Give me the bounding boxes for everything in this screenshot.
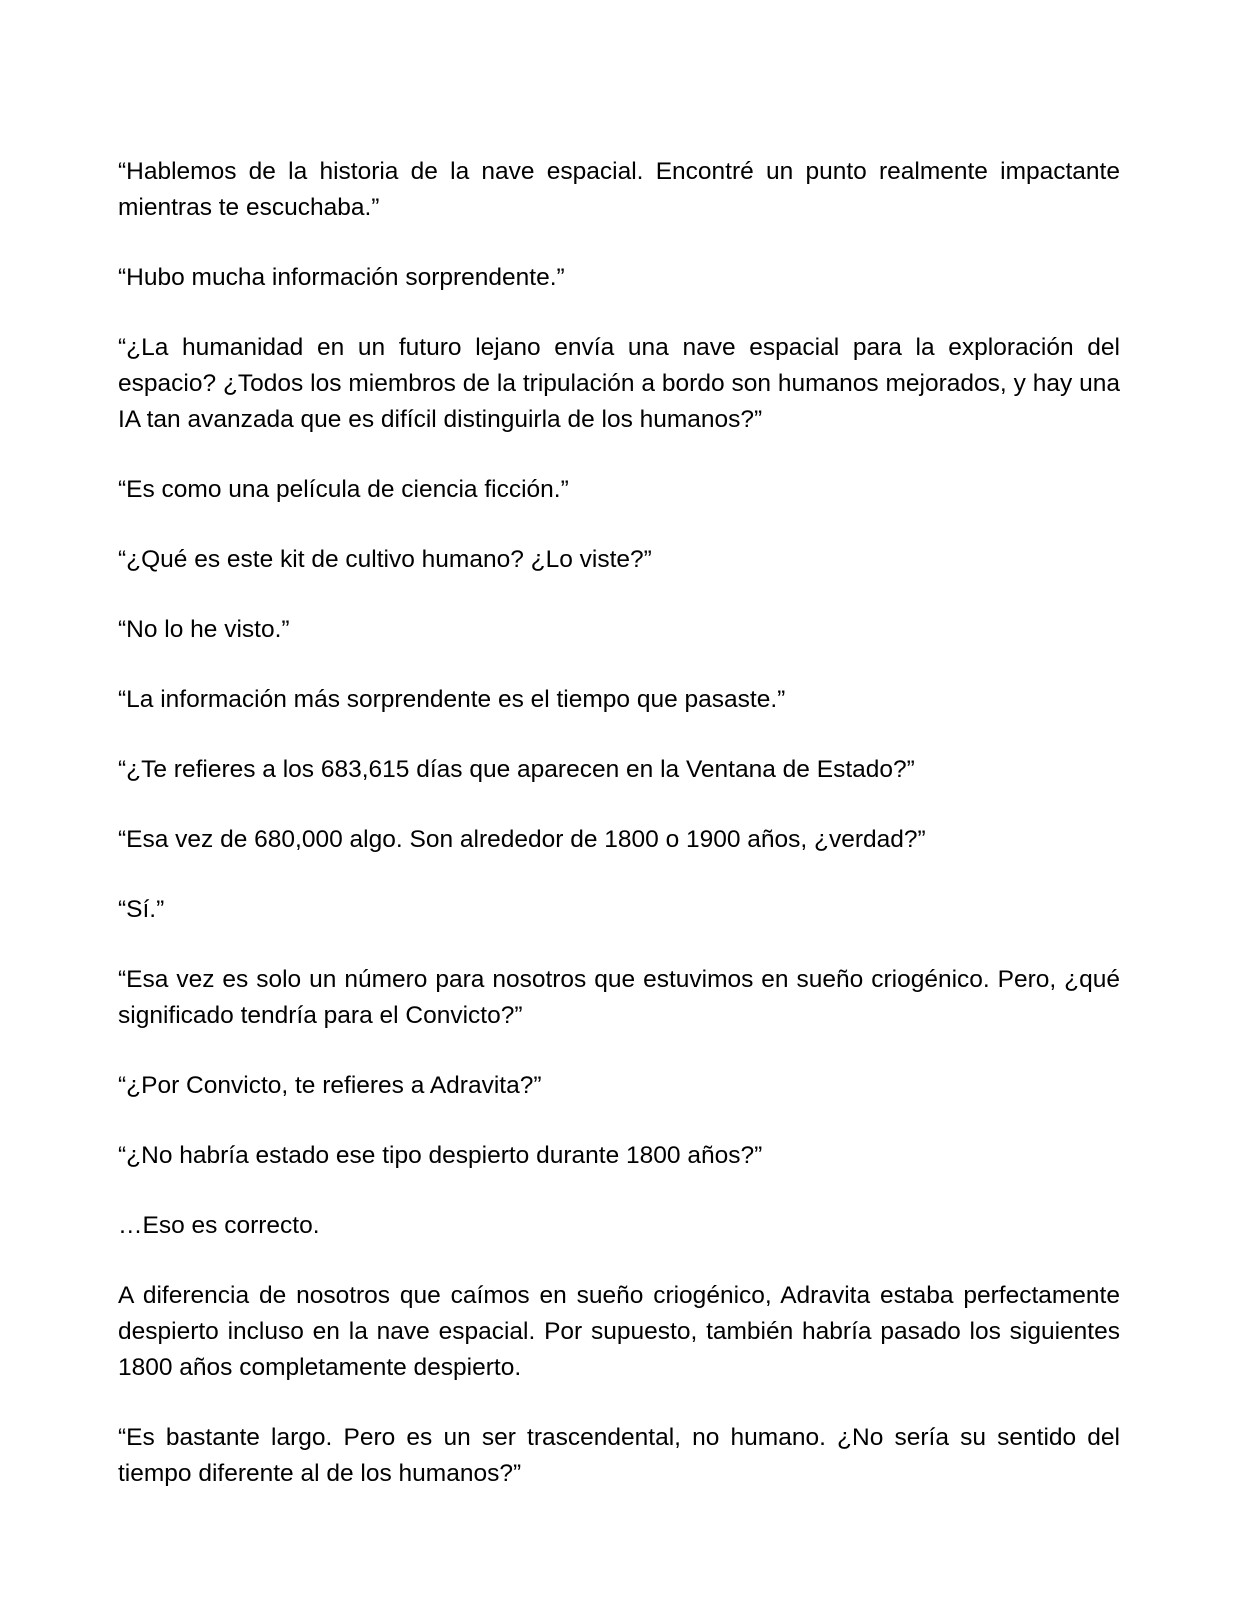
paragraph: “No lo he visto.” (118, 616, 290, 643)
paragraph: “Hablemos de la historia de la nave espacial. Encontré un punto realmente impactante mientras te escuchaba.” (118, 158, 1120, 221)
paragraph: “¿No habría estado ese tipo despierto durante 1800 años?” (118, 1142, 763, 1169)
paragraph: “Hubo mucha información sorprendente.” (118, 264, 565, 291)
paragraph: …Eso es correcto. (118, 1212, 320, 1239)
paragraph: “¿Por Convicto, te refieres a Adravita?” (118, 1072, 542, 1099)
paragraph: “La información más sorprendente es el tiempo que pasaste.” (118, 686, 786, 713)
paragraph: “¿Qué es este kit de cultivo humano? ¿Lo viste?” (118, 546, 652, 573)
paragraph: “Es bastante largo. Pero es un ser trascendental, no humano. ¿No sería su sentido del tiempo diferente al de los humanos?” (118, 1424, 1120, 1487)
paragraph: “¿Te refieres a los 683,615 días que aparecen en la Ventana de Estado?” (118, 756, 915, 783)
document-body (118, 154, 1120, 1526)
paragraph: “Es como una película de ciencia ficción.” (118, 476, 569, 503)
paragraph: “Esa vez es solo un número para nosotros que estuvimos en sueño criogénico. Pero, ¿qué significado tendría para el Convicto?” (118, 966, 1120, 1029)
paragraph: A diferencia de nosotros que caímos en sueño criogénico, Adravita estaba perfectamente despierto incluso en la nave espacial. Por supuesto, también habría pasado los siguientes 1800 años completamente despierto. (118, 1282, 1120, 1381)
paragraph: “Sí.” (118, 896, 165, 923)
paragraph: “¿La humanidad en un futuro lejano envía una nave espacial para la exploración del espacio? ¿Todos los miembros de la tripulación a bordo son humanos mejorados, y hay una IA tan avanzada que es difícil distinguirla de los humanos?” (118, 334, 1120, 433)
paragraph: “Esa vez de 680,000 algo. Son alrededor de 1800 o 1900 años, ¿verdad?” (118, 826, 926, 853)
